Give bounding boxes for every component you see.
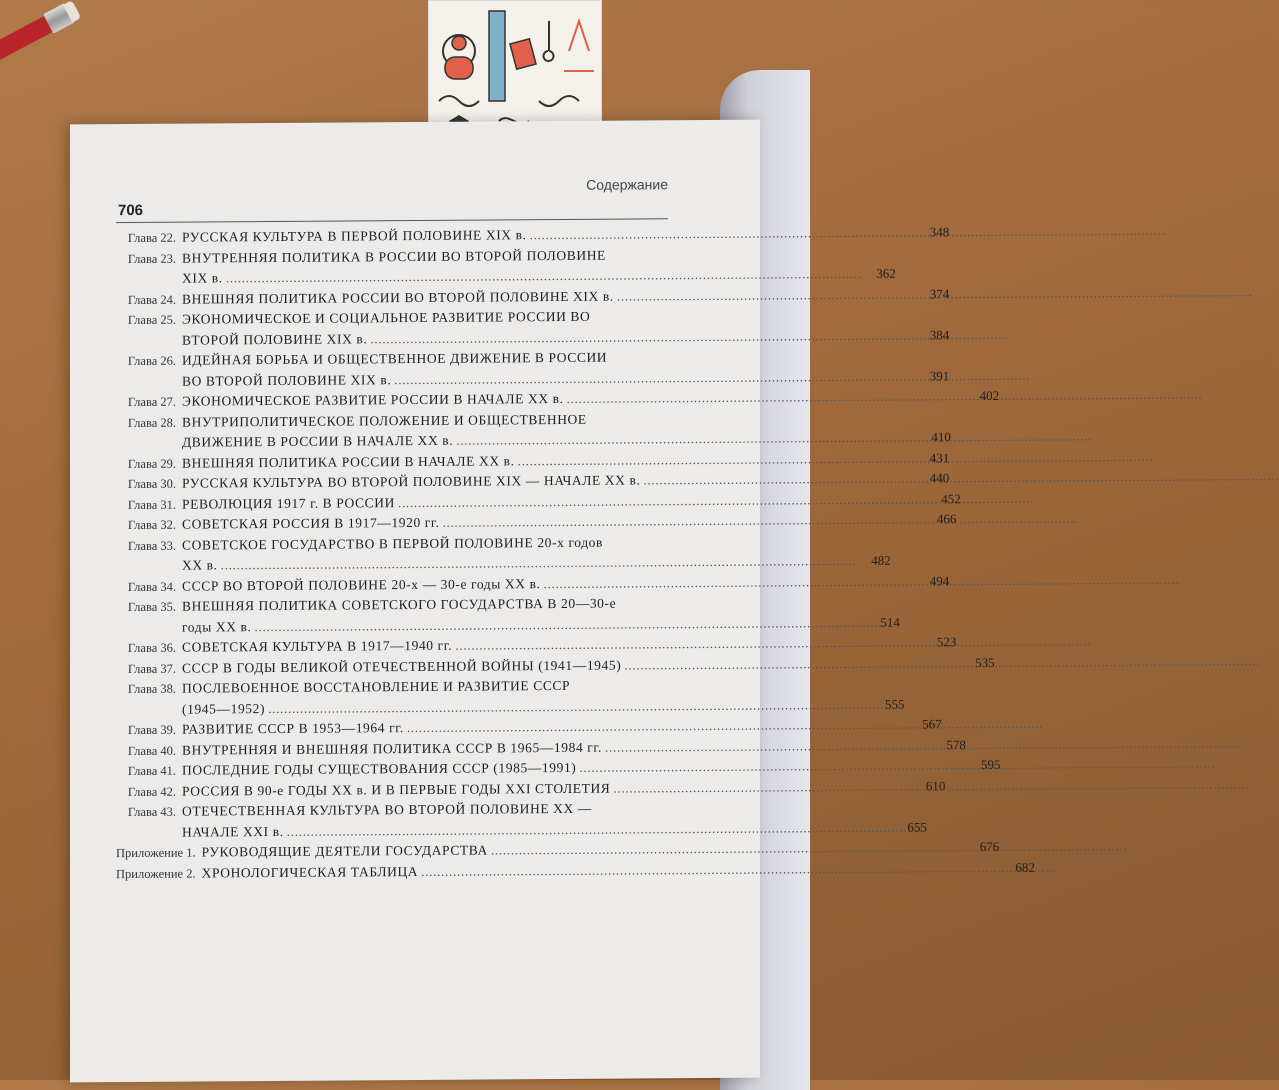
toc-entry-title-text: ВНЕШНЯЯ ПОЛИТИКА СОВЕТСКОГО ГОСУДАРСТВА В 20—30-е: [182, 595, 617, 614]
header-rule: [116, 218, 668, 223]
toc-entry-label: Глава 25.: [127, 312, 176, 328]
toc-entry-page: 535: [975, 654, 995, 670]
toc-entry-label: Глава 41.: [127, 763, 176, 779]
toc-entry-title-text: ВНЕШНЯЯ ПОЛИТИКА РОССИИ ВО ВТОРОЙ ПОЛОВИНЕ XIX в.: [182, 288, 614, 307]
toc-entry-title-text: ВО ВТОРОЙ ПОЛОВИНЕ XIX в.: [182, 371, 392, 389]
toc-entry-page: 514: [880, 614, 900, 630]
toc-entry-title-line: [202, 857, 989, 883]
toc-entry-label: Глава 35.: [127, 599, 176, 615]
book-page: [70, 120, 1035, 1083]
toc-entry-page: 610: [925, 777, 946, 793]
toc-entry-page: 482: [871, 552, 891, 568]
toc-entry: [116, 245, 896, 290]
toc-entry-page: 410: [931, 429, 951, 445]
toc-entry-title-text: ВНУТРЕННЯЯ ПОЛИТИКА В РОССИИ ВО ВТОРОЙ ПОЛОВИНЕ: [182, 247, 606, 266]
toc-entry-page: 523: [936, 634, 957, 650]
toc-entry-title: [202, 857, 989, 883]
toc-entry-page: 676: [979, 838, 1000, 855]
toc-entry-page: 682: [1015, 859, 1035, 875]
toc-entry-title-text: ВНЕШНЯЯ ПОЛИТИКА РОССИИ В НАЧАЛЕ XX в.: [182, 452, 515, 471]
toc-entry-page: 494: [929, 572, 950, 588]
toc-entry-title-text: ВТОРОЙ ПОЛОВИНЕ XIX в.: [182, 330, 368, 348]
toc-entry-label: Глава 30.: [127, 476, 176, 492]
toc-entry-title-text: ЭКОНОМИЧЕСКОЕ И СОЦИАЛЬНОЕ РАЗВИТИЕ РОССИИ ВО: [182, 308, 591, 327]
running-head: Содержание: [586, 176, 668, 193]
toc-entry-label: Глава 22.: [127, 230, 176, 246]
toc-entry-title-text: XX в.: [182, 557, 218, 573]
toc-entry-page: 655: [907, 818, 927, 835]
toc-entry-label: Приложение 2.: [116, 866, 196, 881]
toc-entry-label: Глава 42.: [127, 784, 176, 799]
toc-entry-page: 440: [929, 470, 950, 486]
toc-entry-page: 391: [929, 367, 950, 383]
toc-entry-label: Глава 34.: [127, 579, 176, 594]
toc-entry-title-text: ЭКОНОМИЧЕСКОЕ РАЗВИТИЕ РОССИИ В НАЧАЛЕ XX в.: [182, 390, 564, 409]
pencil: [0, 0, 103, 68]
toc-entry-label: Глава 29.: [127, 456, 176, 471]
toc-entry-title-text: годы XX в.: [182, 618, 252, 635]
toc-entry-title-text: ХРОНОЛОГИЧЕСКАЯ ТАБЛИЦА: [201, 863, 419, 880]
toc-entry-page: 466: [936, 511, 957, 527]
toc-entry-title: [182, 674, 859, 720]
page-number: 706: [118, 201, 144, 220]
toc-leader-dots: [624, 651, 1260, 676]
toc-entry-title-text: ИДЕЙНАЯ БОРЬБА И ОБЩЕСТВЕННОЕ ДВИЖЕНИЕ В РОССИИ: [182, 349, 608, 368]
toc-entry-title-text: СОВЕТСКОЕ ГОСУДАРСТВО В ПЕРВОЙ ПОЛОВИНЕ 20-х годов: [182, 534, 603, 553]
toc-entry-page: 374: [929, 285, 950, 301]
toc-entry-title-text: ПОСЛЕВОЕННОЕ ВОССТАНОВЛЕНИЕ И РАЗВИТИЕ СССР: [182, 677, 571, 696]
toc-entry-title-text: СССР ВО ВТОРОЙ ПОЛОВИНЕ 20-х — 30-е годы XX в.: [182, 575, 541, 594]
toc-entry-title-text: РОССИЯ В 90-е ГОДЫ XX в. И В ПЕРВЫЕ ГОДЫ XXI СТОЛЕТИЯ: [182, 780, 611, 799]
toc-entry-label: Приложение 1.: [116, 845, 196, 861]
toc-entry-title-text: РУКОВОДЯЩИЕ ДЕЯТЕЛИ ГОСУДАРСТВА: [201, 842, 488, 860]
toc-entry-label: Глава 40.: [127, 743, 176, 758]
toc-entry: [116, 347, 950, 392]
toc-entry-title-text: XIX в.: [182, 270, 223, 286]
toc-entry: [116, 675, 905, 720]
toc-entry-title-text: СССР В ГОДЫ ВЕЛИКОЙ ОТЕЧЕСТВЕННОЙ ВОЙНЫ (1941—1945): [182, 657, 622, 676]
toc-entry-label: Глава 43.: [127, 804, 176, 820]
toc-entry: [116, 798, 927, 843]
toc-entry-label: Глава 33.: [127, 538, 176, 553]
toc-leader-dots: [643, 466, 1279, 491]
toc-entry-label: Глава 32.: [127, 517, 176, 533]
toc-entry-page: 555: [885, 696, 905, 712]
toc-entry-title-text: РУССКАЯ КУЛЬТУРА В ПЕРВОЙ ПОЛОВИНЕ XIX в.: [182, 227, 527, 245]
toc-entry-title: [182, 407, 905, 453]
toc-entry: [116, 306, 950, 351]
toc-leader-dots: [544, 569, 1180, 594]
toc-entry-title: [182, 531, 845, 577]
toc-entry-title-text: (1945—1952): [182, 700, 266, 717]
toc-entry-label: Глава 23.: [127, 251, 176, 266]
toc-entry-page: 384: [929, 326, 950, 342]
toc-leader-dots: [421, 857, 1057, 882]
toc-entry-page: 452: [941, 490, 961, 506]
toc-entry-page: 348: [929, 224, 950, 240]
toc-entry-label: Глава 38.: [127, 681, 176, 697]
toc-entry-label: Глава 27.: [127, 394, 176, 410]
toc-entry-title: [182, 797, 881, 843]
toc-entry-title-text: НАЧАЛЕ XXI в.: [182, 823, 284, 840]
toc-leader-dots: [567, 385, 1203, 410]
toc-leader-dots: [443, 508, 1079, 533]
toc-entry-title-text: СОВЕТСКАЯ РОССИЯ В 1917—1920 гг.: [182, 514, 440, 532]
toc-entry-title: [182, 592, 854, 638]
toc-entry: [116, 532, 891, 577]
toc-entry-title-text: ОТЕЧЕСТВЕННАЯ КУЛЬТУРА ВО ВТОРОЙ ПОЛОВИНЕ XX —: [182, 800, 592, 819]
toc-entry-label: Глава 36.: [127, 640, 176, 656]
toc-entry-title-text: РАЗВИТИЕ СССР В 1953—1964 гг.: [182, 720, 404, 737]
toc-entry-title: [182, 346, 903, 392]
toc-entry: [116, 409, 951, 454]
toc-entry-title-text: ДВИЖЕНИЕ В РОССИИ В НАЧАЛЕ XX в.: [182, 432, 454, 450]
toc-leader-dots: [530, 221, 1166, 246]
toc-entry-page: 567: [922, 716, 942, 732]
toc-entry-title-text: СОВЕТСКАЯ КУЛЬТУРА В 1917—1940 гг.: [182, 637, 453, 655]
toc-entry-label: Глава 26.: [127, 353, 176, 369]
toc-entry-page: 402: [979, 387, 1000, 404]
toc-entry-title: [182, 243, 850, 289]
toc-entry-page: 362: [876, 265, 896, 281]
toc-entry-page: 595: [980, 756, 1001, 773]
toc-entry-label: Глава 39.: [127, 722, 176, 738]
toc-entry-label: Глава 28.: [127, 415, 176, 430]
toc-entry-label: Глава 37.: [127, 661, 176, 676]
toc-entry-title-text: ПОСЛЕДНИЕ ГОДЫ СУЩЕСТВОВАНИЯ СССР (1985—1991): [182, 759, 577, 778]
toc-entry-page: 578: [946, 736, 966, 752]
toc-entry: [116, 859, 1035, 884]
toc-entry: [116, 593, 900, 638]
toc-entry-label: Глава 24.: [127, 292, 176, 307]
toc-entry-page: 431: [929, 449, 950, 465]
table-of-contents: [116, 224, 1035, 884]
toc-entry-label: Глава 31.: [127, 497, 176, 512]
toc-entry-title-text: ВНУТРИПОЛИТИЧЕСКОЕ ПОЛОЖЕНИЕ И ОБЩЕСТВЕННОЕ: [182, 411, 587, 430]
toc-entry-title-text: ВНУТРЕННЯЯ И ВНЕШНЯЯ ПОЛИТИКА СССР В 1965—1984 гг.: [182, 739, 603, 758]
toc-entry-title-text: РУССКАЯ КУЛЬТУРА ВО ВТОРОЙ ПОЛОВИНЕ XIX — НАЧАЛЕ XX в.: [182, 472, 641, 491]
toc-entry-title-text: РЕВОЛЮЦИЯ 1917 г. В РОССИИ: [182, 494, 395, 512]
toc-entry-title: [182, 305, 903, 351]
